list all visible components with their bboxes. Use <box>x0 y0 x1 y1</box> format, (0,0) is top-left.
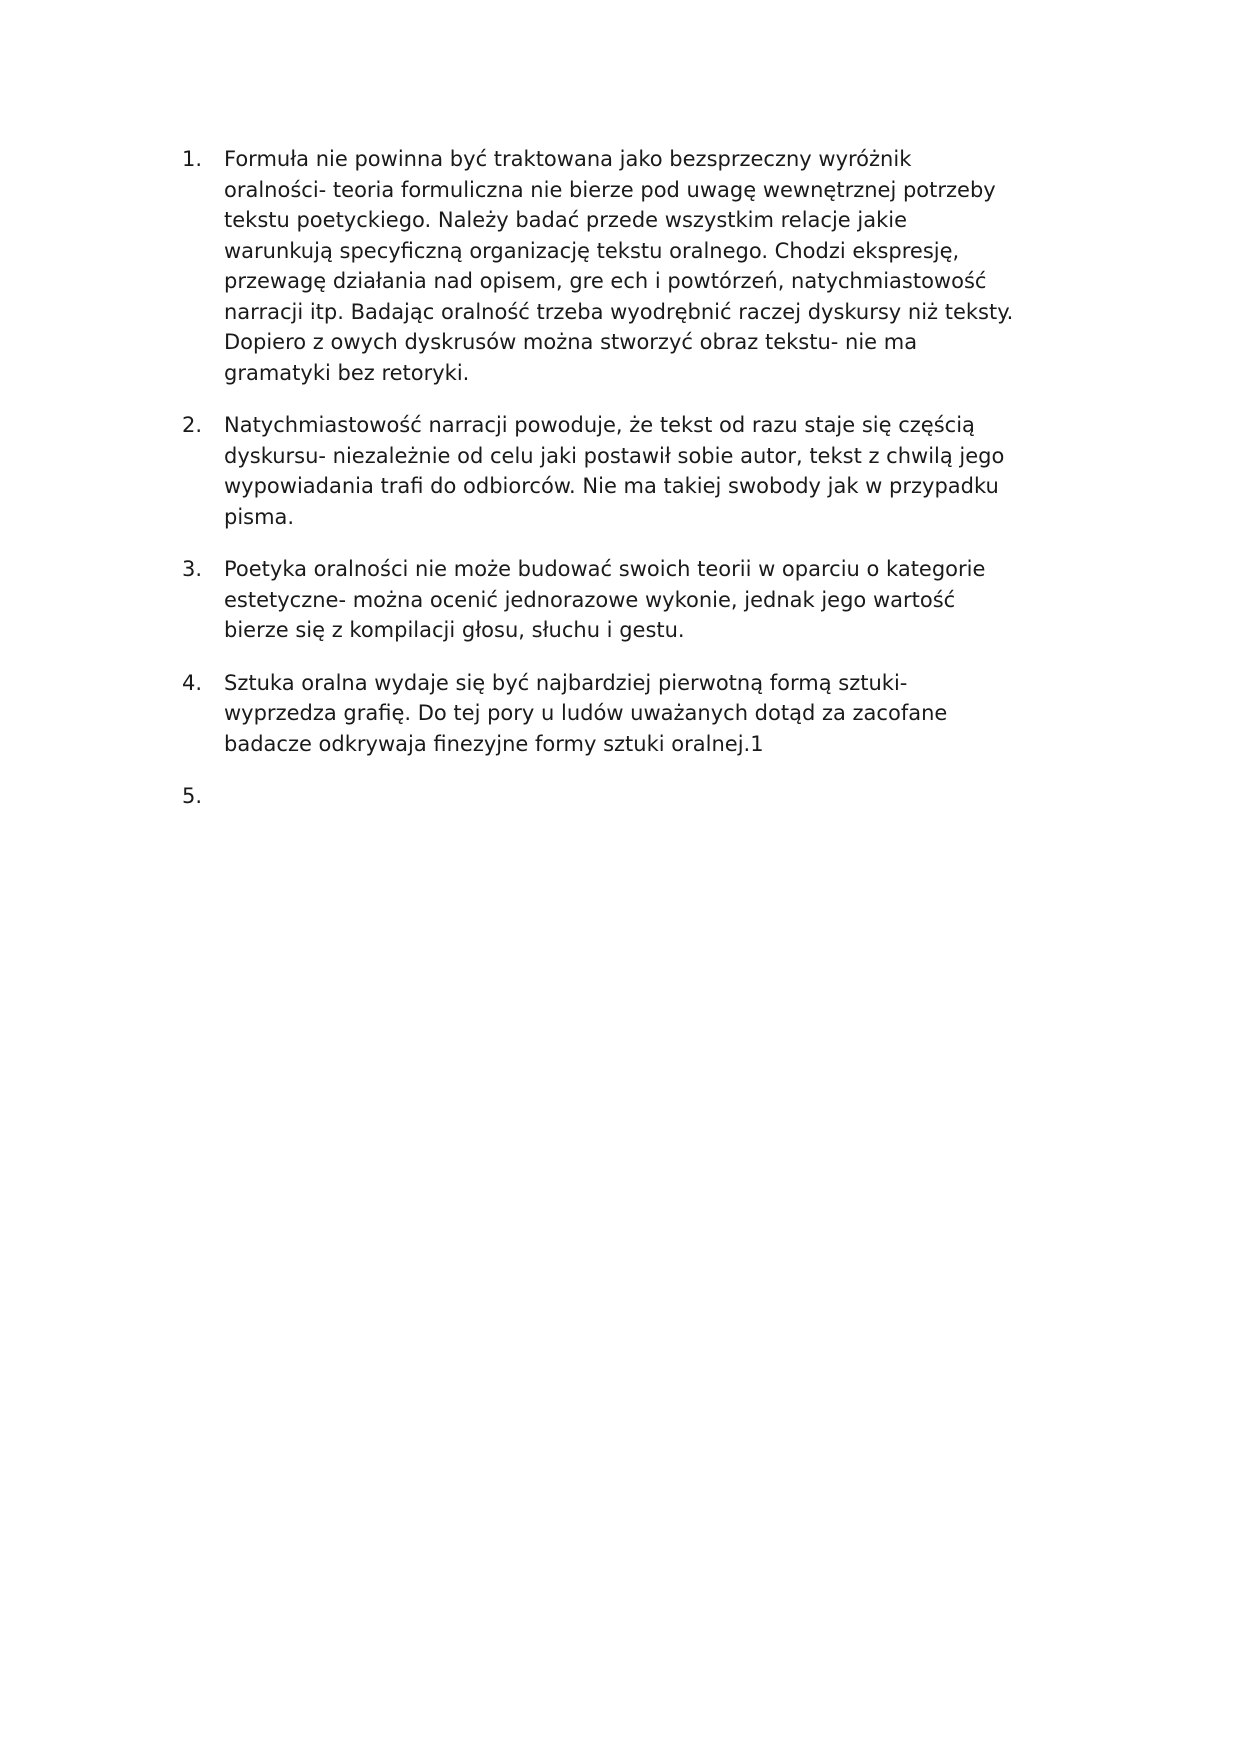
text-line: dyskursu- niezależnie od celu jaki postawił sobie autor, tekst z chwilą jego <box>224 443 1005 468</box>
text-line: Poetyka oralności nie może budować swoich teorii w oparciu o kategorie <box>224 557 986 581</box>
text-line: bierze się z kompilacji głosu, słuchu i gestu. <box>224 618 685 642</box>
list-item <box>182 668 1102 760</box>
list-item-number: 4. <box>182 670 203 695</box>
list-item <box>182 410 1102 532</box>
text-line: oralności- teoria formuliczna nie bierze pod uwagę wewnętrznej potrzeby <box>224 177 996 202</box>
text-line: pisma. <box>224 504 295 529</box>
list-item-number: 5. <box>182 784 203 808</box>
list-item <box>182 144 1102 388</box>
list-item-number: 3. <box>182 557 203 581</box>
list-item-number: 1. <box>182 147 203 171</box>
numbered-list <box>182 144 1102 834</box>
list-item-text <box>224 410 1102 532</box>
text-line: estetyczne- można ocenić jednorazowe wykonie, jednak jego wartość <box>224 587 956 612</box>
text-line: przewagę działania nad opisem, gre ech i powtórzeń, natychmiastowość <box>224 269 987 293</box>
text-line: Formuła nie powinna być traktowana jako bezsprzeczny wyróżnik <box>224 147 912 171</box>
text-line: Natychmiastowość narracji powoduje, że tekst od razu staje się częścią <box>224 413 975 437</box>
text-line: narracji itp. Badając oralność trzeba wyodrębnić raczej dyskursy niż teksty. <box>224 299 1014 324</box>
list-item <box>182 554 1102 646</box>
text-line: gramatyki bez retoryki. <box>224 360 470 385</box>
text-line: Sztuka oralna wydaje się być najbardziej pierwotną formą sztuki- <box>224 670 908 695</box>
text-line: badacze odkrywaja finezyjne formy sztuki oralnej.1 <box>224 731 764 756</box>
list-item-text <box>224 668 1102 760</box>
text-line: warunkują specyficzną organizację tekstu oralnego. Chodzi ekspresję, <box>224 238 960 263</box>
list-item-number: 2. <box>182 413 203 437</box>
list-item <box>182 781 1102 812</box>
text-line: wypowiadania trafi do odbiorców. Nie ma takiej swobody jak w przypadku <box>224 474 999 498</box>
list-item-text <box>224 554 1102 646</box>
list-item-text <box>224 144 1102 388</box>
text-line: tekstu poetyckiego. Należy badać przede wszystkim relacje jakie <box>224 208 908 232</box>
text-line: wyprzedza grafię. Do tej pory u ludów uważanych dotąd za zacofane <box>224 701 948 725</box>
text-line: Dopiero z owych dyskrusów można stworzyć obraz tekstu- nie ma <box>224 330 918 354</box>
